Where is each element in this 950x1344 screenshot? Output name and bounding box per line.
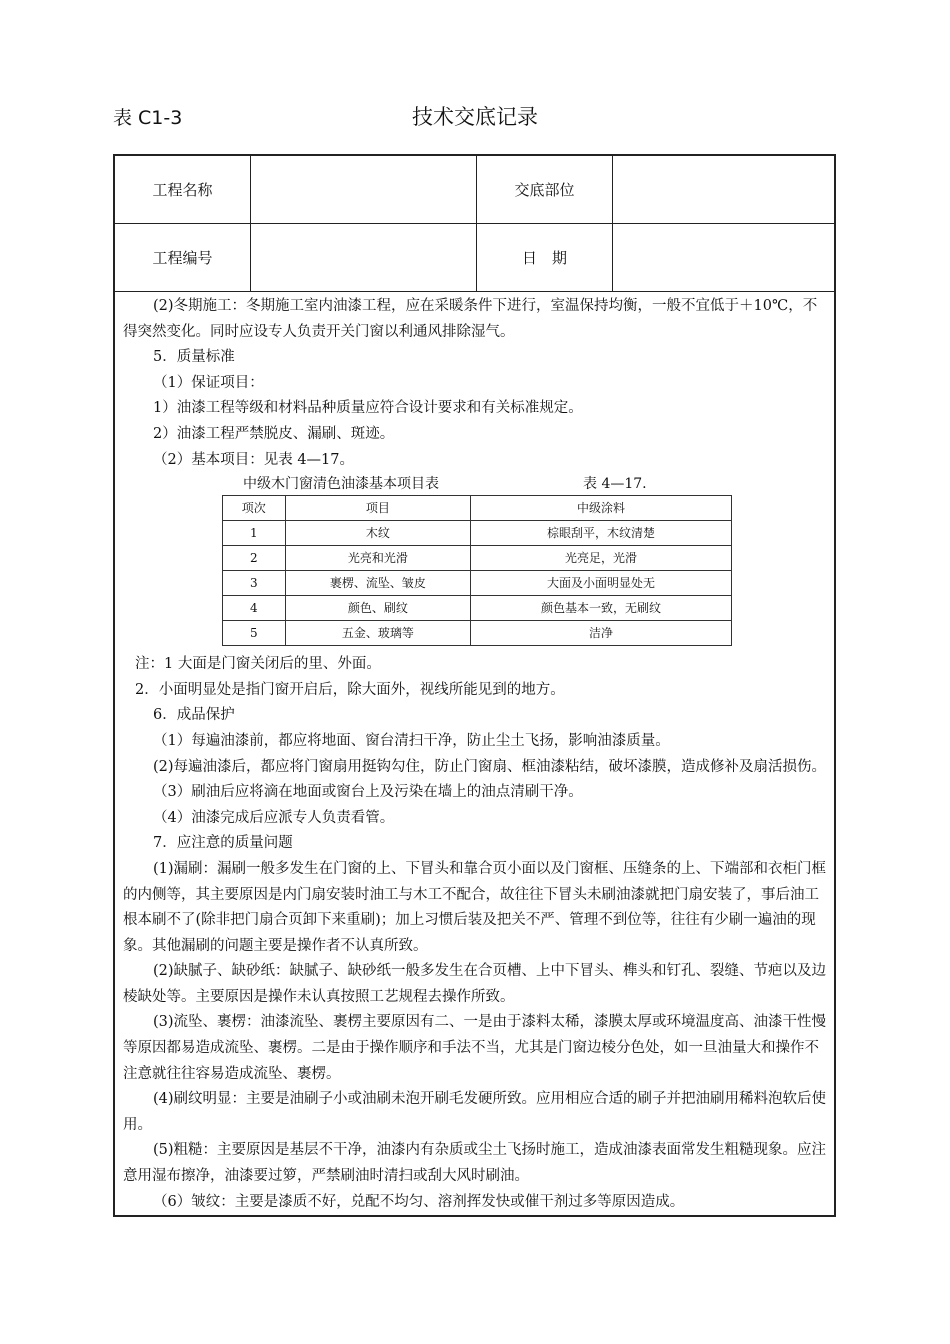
table-cell: 1 bbox=[223, 521, 286, 546]
paragraph: 2）油漆工程严禁脱皮、漏刷、斑迹。 bbox=[153, 425, 395, 442]
table-row bbox=[223, 521, 732, 546]
paragraph: （6）皱纹：主要是漆质不好，兑配不均匀、溶剂挥发快或催干剂过多等原因造成。 bbox=[153, 1193, 685, 1210]
location-label: 交底部位 bbox=[477, 156, 613, 224]
section-heading: 7．应注意的质量问题 bbox=[153, 835, 293, 852]
paragraph: （1）保证项目： bbox=[153, 374, 264, 391]
table-cell: 3 bbox=[223, 571, 286, 596]
paragraph: (1)漏刷：漏刷一般多发生在门窗的上、下冒头和靠合页小面以及门窗框、压缝条的上、下端部和衣柜门框的内侧等，其主要原因是内门扇安装时油工与木工不配合，故往往下冒头未刷油漆就把门扇安装了，事后油工根本刷不了(除非把门扇合页卸下来重刷)；加上习惯后装及把关不严、管理不到位等，往往有少刷一遍油的现象。其他漏刷的问题主要是操作者不认真所致。 bbox=[123, 860, 827, 954]
form-id: 表 C1-3 bbox=[113, 107, 183, 129]
table-cell: 5 bbox=[223, 621, 286, 646]
paragraph: (5)粗糙：主要原因是基层不干净，油漆内有杂质或尘土飞扬时施工，造成油漆表面常发生粗糙现象。应注意用湿布擦净，油漆要过箩，严禁刷油时清扫或刮大风时刷油。 bbox=[123, 1142, 827, 1185]
date-value bbox=[613, 224, 834, 292]
disclosure-content bbox=[123, 294, 831, 1215]
section-heading: 6．成品保护 bbox=[153, 707, 235, 724]
date-label: 日 期 bbox=[477, 224, 613, 292]
table-cell: 五金、玻璃等 bbox=[285, 621, 471, 646]
paragraph: (4)刷纹明显：主要是油刷子小或油刷未泡开刷毛发硬所致。应用相应合适的刷子并把油刷用稀料泡软后使用。 bbox=[123, 1091, 827, 1133]
location-value bbox=[613, 156, 834, 224]
table-cell: 颜色基本一致，无刷纹 bbox=[471, 596, 732, 621]
paragraph: (2)每遍油漆后，都应将门窗扇用挺钩勾住，防止门窗扇、框油漆粘结，破坏漆膜，造成修补及扇活损伤。 bbox=[153, 758, 827, 775]
project-no-label: 工程编号 bbox=[115, 224, 251, 292]
table-cell: 颜色、刷纹 bbox=[285, 596, 471, 621]
table-cell: 光亮和光滑 bbox=[285, 546, 471, 571]
paragraph: (2)冬期施工：冬期施工室内油漆工程，应在采暖条件下进行，室温保持均衡，一般不宜低于＋10℃，不得突然变化。同时应设专人负责开关门窗以利通风排除湿气。 bbox=[123, 298, 818, 340]
project-no-value bbox=[251, 224, 477, 292]
table-cell: 2 bbox=[223, 546, 286, 571]
project-name-value bbox=[251, 156, 477, 224]
sub-table-ref: 表 4—17. bbox=[583, 476, 647, 493]
table-cell: 洁净 bbox=[471, 621, 732, 646]
quality-items-table bbox=[222, 495, 732, 646]
table-header-row bbox=[223, 496, 732, 521]
table-cell: 棕眼刮平，木纹清楚 bbox=[471, 521, 732, 546]
paragraph: 1）油漆工程等级和材料品种质量应符合设计要求和有关标准规定。 bbox=[153, 400, 583, 417]
project-name-label: 工程名称 bbox=[115, 156, 251, 224]
document-title: 技术交底记录 bbox=[412, 105, 538, 129]
sub-table-caption bbox=[123, 473, 831, 495]
table-header: 项目 bbox=[285, 496, 471, 521]
note: 注：1 大面是门窗关闭后的里、外面。 bbox=[135, 656, 381, 673]
table-cell: 裹楞、流坠、皱皮 bbox=[285, 571, 471, 596]
paragraph: （2）基本项目：见表 4—17。 bbox=[153, 451, 355, 468]
section-heading: 5．质量标准 bbox=[153, 349, 235, 366]
table-cell: 木纹 bbox=[285, 521, 471, 546]
table-cell: 光亮足，光滑 bbox=[471, 546, 732, 571]
table-row bbox=[223, 546, 732, 571]
header-fields-grid bbox=[115, 156, 834, 292]
paragraph: (2)缺腻子、缺砂纸：缺腻子、缺砂纸一般多发生在合页槽、上中下冒头、榫头和钉孔、裂缝、节疤以及边棱缺处等。主要原因是操作未认真按照工艺规程去操作所致。 bbox=[123, 963, 827, 1005]
table-cell: 4 bbox=[223, 596, 286, 621]
table-row bbox=[223, 596, 732, 621]
paragraph: （4）油漆完成后应派专人负责看管。 bbox=[153, 809, 395, 826]
paragraph: （3）刷油后应将滴在地面或窗台上及污染在墙上的油点清刷干净。 bbox=[153, 784, 583, 801]
sub-table-title: 中级木门窗清色油漆基本项目表 bbox=[243, 476, 439, 493]
table-row bbox=[223, 621, 732, 646]
table-row bbox=[223, 571, 732, 596]
record-frame bbox=[113, 154, 836, 1217]
table-header: 中级涂料 bbox=[471, 496, 732, 521]
table-cell: 大面及小面明显处无 bbox=[471, 571, 732, 596]
paragraph: (3)流坠、裹楞：油漆流坠、裹楞主要原因有二、一是由于漆料太稀，漆膜太厚或环境温度高、油漆干性慢等原因都易造成流坠、裹楞。二是由于操作顺序和手法不当，尤其是门窗边棱分色处，如一旦油量大和操作不注意就往往容易造成流坠、裹楞。 bbox=[123, 1014, 827, 1082]
table-header: 项次 bbox=[223, 496, 286, 521]
paragraph: （1）每遍油漆前，都应将地面、窗台清扫干净，防止尘土飞扬，影响油漆质量。 bbox=[153, 732, 670, 749]
note: 2．小面明显处是指门窗开启后，除大面外，视线所能见到的地方。 bbox=[135, 681, 565, 698]
